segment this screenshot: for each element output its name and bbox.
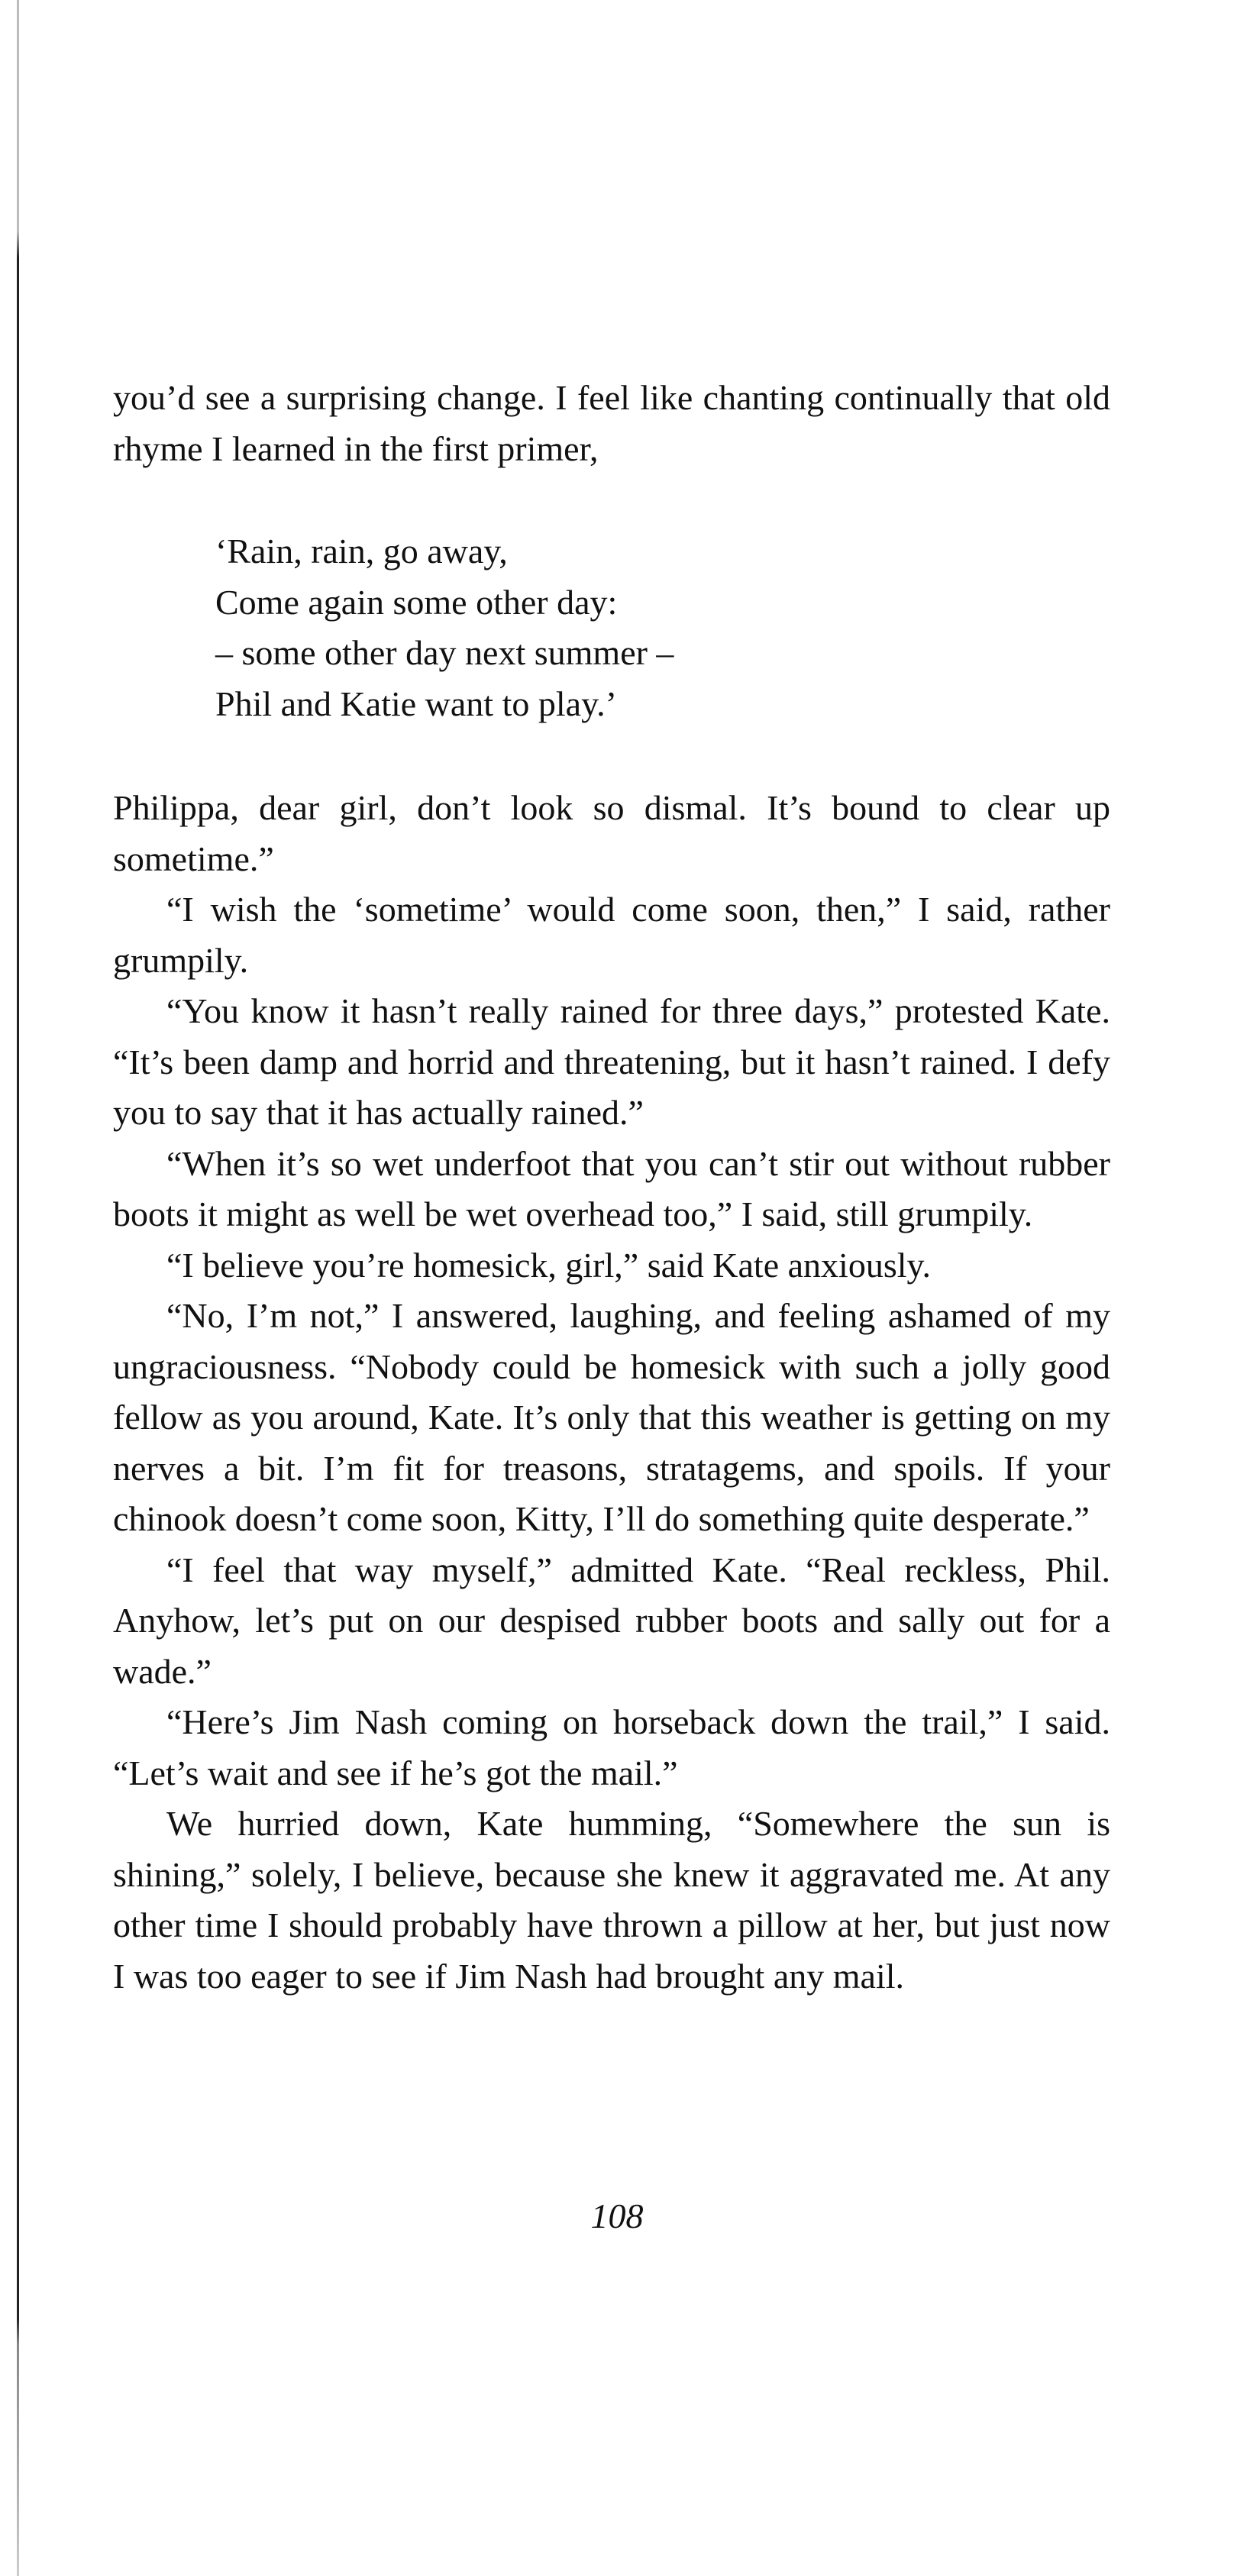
verse-line: Come again some other day: xyxy=(215,582,618,622)
page-body xyxy=(113,373,1110,2002)
paragraph: “No, I’m not,” I answered, laughing, and feeling ashamed of my ungraciousness. “Nobody could be homesick with such a jolly good fellow as you around, Kate. It’s only that this weather is getting on my nerves a bit. I’m fit for treasons, stratagems, and spoils. If your chinook doesn’t come soon, Kitty, I’ll do something quite desperate.” xyxy=(113,1296,1110,1538)
paragraph: “I wish the ‘sometime’ would come soon, then,” I said, rather grumpily. xyxy=(113,890,1110,980)
page-number: 108 xyxy=(590,2196,644,2235)
paragraph: “Here’s Jim Nash coming on horseback down the trail,” I said. “Let’s wait and see if he’s got the mail.” xyxy=(113,1702,1110,1792)
paragraph: “When it’s so wet underfoot that you can’t stir out without rubber boots it might as well be wet overhead too,” I said, still grumpily. xyxy=(113,1143,1110,1233)
verse-line: – some other day next summer – xyxy=(215,633,674,672)
paragraph: Philippa, dear girl, don’t look so dismal. It’s bound to clear up sometime.” xyxy=(113,788,1110,878)
paragraph: We hurried down, Kate humming, “Somewhere the sun is shining,” solely, I believe, because she knew it aggravated me. At any other time I should probably have thrown a pillow at her, but just now I was too eager to see if Jim Nash had brought any mail. xyxy=(113,1804,1110,1996)
paragraph-opening: you’d see a surprising change. I feel like chanting continually that old rhyme I learned in the first primer, xyxy=(113,378,1110,468)
verse-block xyxy=(215,526,1110,729)
verse-line: Phil and Katie want to play.’ xyxy=(215,684,617,723)
scan-binding-edge xyxy=(17,0,19,2576)
paragraph: “I believe you’re homesick, girl,” said Kate anxiously. xyxy=(166,1245,932,1285)
paragraph: “I feel that way myself,” admitted Kate. “Real reckless, Phil. Anyhow, let’s put on our despised rubber boots and sally out for a wade.” xyxy=(113,1550,1110,1691)
verse-line: ‘Rain, rain, go away, xyxy=(215,532,508,570)
paragraph: “You know it hasn’t really rained for three days,” protested Kate. “It’s been damp and horrid and threatening, but it hasn’t rained. I defy you to say that it has actually rained.” xyxy=(113,991,1110,1132)
